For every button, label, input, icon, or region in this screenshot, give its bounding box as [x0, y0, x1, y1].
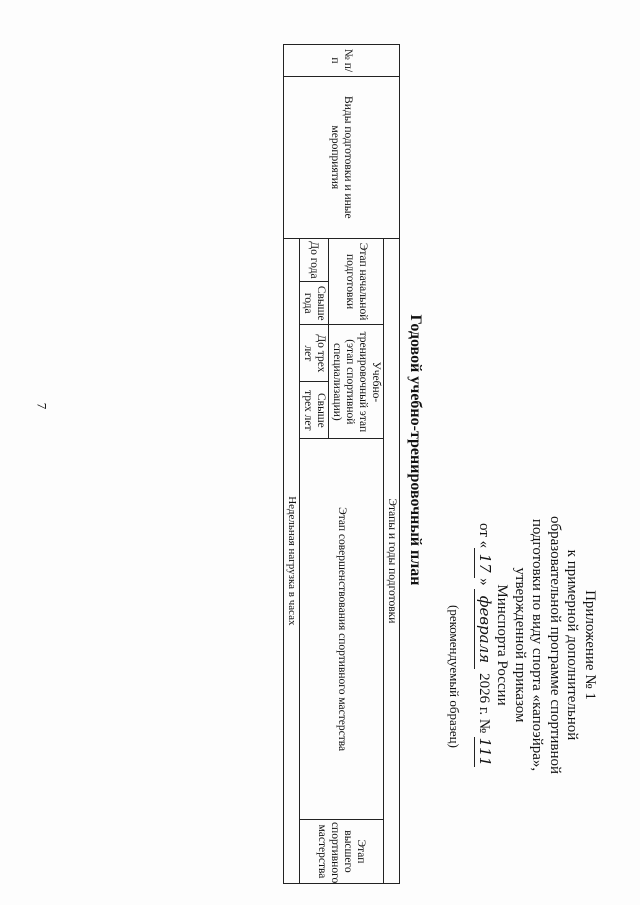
header-over-three: Свыше трех лет	[300, 382, 329, 439]
appendix-date-line	[475, 405, 494, 885]
date-mid: »	[476, 578, 492, 586]
appendix-line: к примерной дополнительной	[564, 549, 581, 741]
appendix-line: подготовки по виду спорта «капоэйра»,	[529, 518, 546, 772]
appendix-block	[475, 405, 599, 885]
rotated-content	[10, 10, 610, 890]
header-number: № п/п	[284, 45, 400, 77]
date-month: февраля	[475, 589, 494, 669]
header-stage-improvement: Этап совершенствования спортивного мастерства	[300, 439, 384, 820]
header-activity: Виды подготовки и иные мероприятия	[284, 76, 400, 238]
date-prefix: от «	[476, 523, 492, 549]
recommended-sample-note: (рекомендуемый образец)	[447, 605, 462, 748]
date-day: 17	[475, 548, 494, 578]
page-title: Годовой учебно-тренировочный план	[407, 314, 424, 586]
header-weekly-load: Недельная нагрузка в часах	[284, 238, 300, 883]
page-number: 7	[34, 402, 50, 410]
header-stage-initial: Этап начальной подготовки	[329, 238, 384, 325]
appendix-line: Приложение № 1	[582, 590, 598, 700]
training-plan-table	[283, 44, 400, 884]
header-stage-training: Учебно-тренировочный этап (этап спортивной специализации)	[329, 325, 384, 439]
header-stage-highest: Этап высшего спортивного мастерства	[300, 819, 384, 883]
appendix-line: образовательной программе спортивной	[547, 515, 563, 775]
order-number: 111	[476, 737, 494, 767]
date-year: 2026 г. №	[476, 673, 492, 734]
header-up-to-year: До года	[300, 238, 329, 281]
header-stages: Этапы и годы подготовки	[384, 238, 400, 883]
appendix-line: утвержденной приказом	[512, 567, 528, 723]
header-up-to-three: До трех лет	[300, 325, 329, 382]
header-over-year: Свыше года	[300, 282, 329, 325]
appendix-line: Минспорта России	[494, 584, 511, 706]
